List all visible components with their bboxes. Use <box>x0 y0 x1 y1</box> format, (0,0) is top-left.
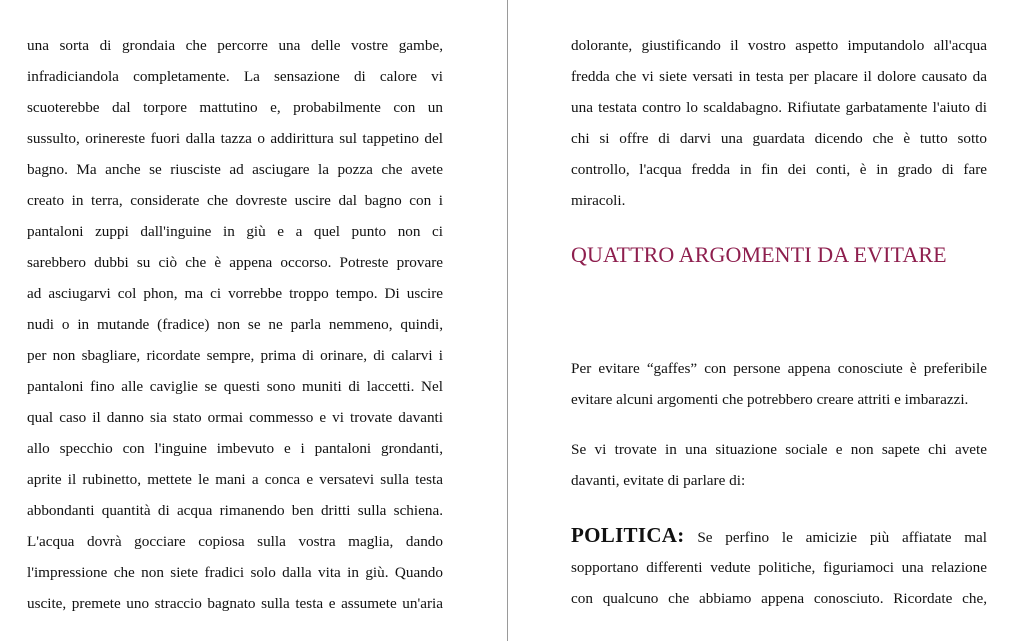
body-line: evitare alcuni argomenti che potrebbero creare attriti e imbarazzi. <box>571 391 969 408</box>
right-page <box>571 30 987 614</box>
body-line: uscite, premete uno straccio bagnato sulla testa e assumete un'aria <box>27 595 443 612</box>
spacer <box>571 496 987 518</box>
body-line: scuoterebbe dal torpore mattutino e, probabilmente con un <box>27 99 443 116</box>
body-line: controllo, l'acqua fredda in fin dei conti, è in grado di fare <box>571 161 987 178</box>
body-line: nudi o in mutande (fradice) non se ne parla nemmeno, quindi, <box>27 316 443 333</box>
left-page <box>27 30 443 619</box>
body-line: dolorante, giustificando il vostro aspetto imputandolo all'acqua <box>571 37 987 54</box>
body-line: qual caso il danno sia stato ormai commesso e vi trovate davanti <box>27 409 443 426</box>
body-line: pantaloni zuppi dall'inguine in giù e a quel punto non ci <box>27 223 443 240</box>
body-line: creato in terra, considerate che dovreste uscire dal bagno con i <box>27 192 443 209</box>
body-line: con qualcuno che abbiamo appena conosciuto. Ricordate che, <box>571 590 987 607</box>
body-line: pantaloni fino alle caviglie se questi sono muniti di laccetti. Nel <box>27 378 443 395</box>
body-line: miracoli. <box>571 192 626 209</box>
body-line: fredda che vi siete versati in testa per placare il dolore causato da <box>571 68 987 85</box>
body-line: una testata contro lo scaldabagno. Rifiutate garbatamente l'aiuto di <box>571 99 987 116</box>
body-line: una sorta di grondaia che percorre una delle vostre gambe, <box>27 37 443 54</box>
section-heading: QUATTRO ARGOMENTI DA EVITARE <box>571 242 947 267</box>
body-line: Per evitare “gaffes” con persone appena conosciute è preferibile <box>571 360 987 377</box>
body-line: allo specchio con l'inguine imbevuto e i pantaloni grondanti, <box>27 440 443 457</box>
body-line: aprite il rubinetto, mettete le mani a conca e versatevi sulla testa <box>27 471 443 488</box>
page-divider <box>507 0 508 641</box>
politica-first-line <box>571 518 987 552</box>
body-line: ad asciugarvi col phon, ma ci vorrebbe troppo tempo. Di uscire <box>27 285 443 302</box>
body-line: per non sbagliare, ricordate sempre, prima di orinare, di calarvi i <box>27 347 443 364</box>
body-line: davanti, evitate di parlare di: <box>571 472 746 489</box>
body-line: infradiciandola completamente. La sensazione di calore vi <box>27 68 443 85</box>
body-line: L'acqua dovrà gocciare copiosa sulla vostra maglia, dando <box>27 533 443 550</box>
spacer <box>571 270 987 353</box>
body-line: sarebbero dubbi su ciò che è appena occorso. Potreste provare <box>27 254 443 271</box>
body-line: sopportano differenti vedute politiche, figuriamoci una relazione <box>571 559 987 576</box>
body-line: abbondanti quantità di acqua rimanendo ben dritti sulla schiena. <box>27 502 443 519</box>
body-line: chi si offre di darvi una guardata dicendo che è tutto sotto <box>571 130 987 147</box>
body-line: bagno. Ma anche se riusciste ad asciugare la pozza che avete <box>27 161 443 178</box>
politica-lead-word: POLITICA: <box>571 523 685 547</box>
body-line: Se vi trovate in una situazione sociale e non sapete chi avete <box>571 441 987 458</box>
body-line: l'impressione che non siete fradici solo dalla vita in giù. Quando <box>27 564 443 581</box>
body-line: sussulto, orinereste fuori dalla tazza o addirittura sul tappetino del <box>27 130 443 147</box>
politica-first-text: Se perfino le amicizie più affiatate mal <box>697 529 987 546</box>
spacer <box>571 415 987 434</box>
